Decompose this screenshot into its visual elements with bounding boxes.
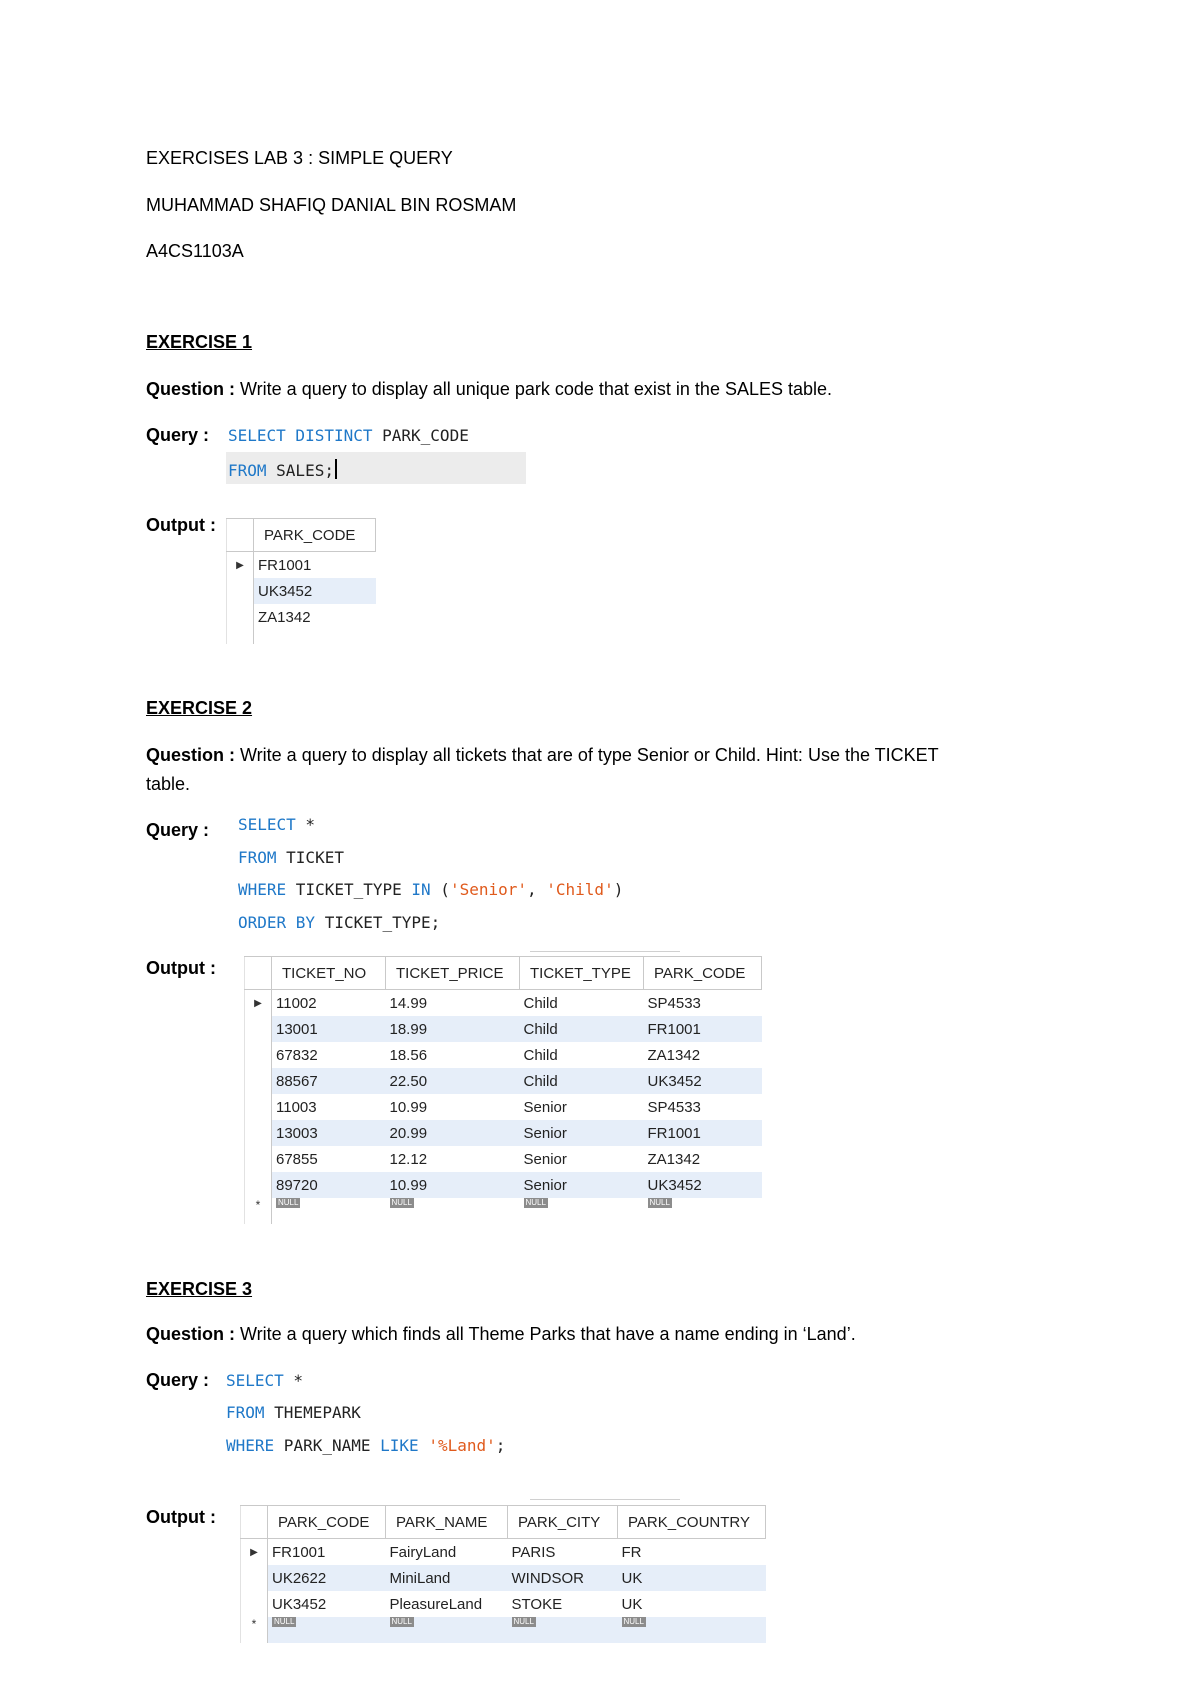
exercise-3-question: [146, 1324, 856, 1345]
exercise-2-result-grid: [244, 956, 762, 1224]
output-label: Output :: [146, 515, 216, 535]
column-header: PARK_CODE: [268, 1506, 386, 1539]
table-cell: Child: [520, 1068, 644, 1094]
null-badge: NULL: [623, 1617, 644, 1626]
exercise-1-question: [146, 379, 832, 400]
table-cell: FR1001: [644, 1016, 762, 1042]
exercise-1-result-grid: [226, 518, 376, 644]
question-label: Question :: [146, 379, 235, 399]
question-label: Question :: [146, 1324, 235, 1344]
query-label: Query :: [146, 1370, 210, 1390]
table-cell: 20.99: [386, 1120, 520, 1146]
question-text-continued: table.: [146, 774, 191, 794]
table-cell: 67832: [276, 1046, 318, 1064]
exercise-2-query-line-4: ORDER BY TICKET_TYPE;: [238, 913, 441, 932]
null-badge: NULL: [513, 1617, 534, 1626]
table-cell: FR1001: [258, 556, 312, 574]
table-row: [245, 1068, 762, 1094]
question-label: Question :: [146, 745, 235, 765]
exercise-2-query-line-3: WHERE TICKET_TYPE IN ('Senior', 'Child'): [238, 880, 624, 899]
table-cell: SP4533: [647, 994, 701, 1012]
table-cell: Child: [523, 1046, 558, 1064]
null-badge: NULL: [274, 1617, 295, 1626]
table-cell: WINDSOR: [508, 1565, 618, 1591]
table-cell: PARIS: [511, 1543, 556, 1561]
new-row: [245, 1198, 762, 1224]
exercise-3-title: EXERCISE 3: [146, 1279, 253, 1299]
student-name: MUHAMMAD SHAFIQ DANIAL BIN ROSMAM: [146, 195, 517, 215]
column-header: TICKET_NO: [272, 957, 386, 990]
column-header: PARK_COUNTRY: [618, 1506, 766, 1539]
table-cell: 11002: [276, 994, 317, 1012]
table-row: [245, 990, 762, 1017]
table-cell: Senior: [523, 1150, 567, 1168]
column-header: PARK_CODE: [644, 957, 762, 990]
table-row: [241, 1591, 766, 1617]
table-cell: Child: [523, 994, 558, 1012]
document-title: EXERCISES LAB 3 : SIMPLE QUERY: [146, 148, 453, 168]
table-row: [245, 1016, 762, 1042]
table-cell: ZA1342: [647, 1150, 701, 1168]
exercise-2-title: EXERCISE 2: [146, 698, 253, 718]
table-cell: 10.99: [389, 1098, 428, 1116]
table-cell: UK3452: [644, 1172, 762, 1198]
exercise-1-query-line-2: FROM SALES;: [228, 459, 337, 480]
exercise-3-query-line-1: SELECT *: [226, 1371, 304, 1390]
null-badge: NULL: [391, 1617, 412, 1626]
table-cell: 14.99: [389, 994, 428, 1012]
table-cell: Senior: [523, 1098, 567, 1116]
exercise-3-result-grid: [240, 1505, 766, 1643]
null-badge: NULL: [649, 1198, 670, 1207]
table-cell: FR: [621, 1543, 642, 1561]
new-row-asterisk-icon: *: [241, 1617, 268, 1643]
table-cell: MiniLand: [386, 1565, 508, 1591]
column-header: PARK_NAME: [386, 1506, 508, 1539]
table-cell: UK3452: [644, 1068, 762, 1094]
table-cell: SP4533: [647, 1098, 701, 1116]
table-row: [245, 1120, 762, 1146]
text-cursor: [335, 459, 337, 479]
query-label: Query :: [146, 425, 210, 445]
table-cell: Senior: [520, 1120, 644, 1146]
table-cell: 13001: [272, 1016, 386, 1042]
row-indicator-header: [227, 519, 254, 552]
exercise-2-query-line-2: FROM TICKET: [238, 848, 344, 867]
table-row: [245, 1172, 762, 1198]
table-row: [241, 1565, 766, 1591]
table-cell: FR1001: [272, 1543, 326, 1561]
current-row-arrow-icon: ▶: [241, 1539, 268, 1566]
current-row-arrow-icon: ▶: [245, 990, 272, 1017]
table-cell: ZA1342: [258, 608, 311, 626]
table-row: [241, 1539, 766, 1566]
table-cell: 11003: [276, 1098, 317, 1116]
exercise-2-question: [146, 745, 939, 766]
table-cell: 12.12: [389, 1150, 428, 1168]
question-text: Write a query to display all tickets that are of type Senior or Child. Hint: Use the TICKET: [240, 745, 939, 765]
output-label: Output :: [146, 958, 216, 978]
table-cell: ZA1342: [647, 1046, 701, 1064]
null-badge: NULL: [391, 1198, 412, 1207]
table-cell: PleasureLand: [389, 1595, 483, 1613]
new-row: [241, 1617, 766, 1643]
table-cell: FairyLand: [389, 1543, 457, 1561]
table-cell: Child: [520, 1016, 644, 1042]
table-row: [245, 1146, 762, 1172]
table-cell: 67855: [276, 1150, 318, 1168]
table-cell: 18.99: [386, 1016, 520, 1042]
table-cell: UK3452: [254, 578, 376, 604]
null-badge: NULL: [525, 1198, 546, 1207]
table-cell: 18.56: [389, 1046, 428, 1064]
table-cell: UK: [621, 1595, 643, 1613]
table-cell: 89720: [272, 1172, 386, 1198]
table-cell: 10.99: [386, 1172, 520, 1198]
table-cell: UK2622: [268, 1565, 386, 1591]
column-header: TICKET_PRICE: [386, 957, 520, 990]
table-cell: FR1001: [644, 1120, 762, 1146]
output-label: Output :: [146, 1507, 216, 1527]
column-header: PARK_CITY: [508, 1506, 618, 1539]
new-row-asterisk-icon: *: [245, 1198, 272, 1224]
question-text: Write a query to display all unique park code that exist in the SALES table.: [240, 379, 833, 399]
table-cell: UK: [618, 1565, 766, 1591]
null-badge: NULL: [278, 1198, 299, 1207]
class-code: A4CS1103A: [146, 241, 244, 261]
table-cell: 13003: [272, 1120, 386, 1146]
exercise-1-title: EXERCISE 1: [146, 332, 253, 352]
table-cell: 88567: [272, 1068, 386, 1094]
column-header: PARK_CODE: [254, 519, 376, 552]
exercise-3-query-line-3: WHERE PARK_NAME LIKE '%Land';: [226, 1436, 506, 1455]
table-cell: STOKE: [511, 1595, 563, 1613]
column-header: TICKET_TYPE: [520, 957, 644, 990]
exercise-1-query-line-1: SELECT DISTINCT PARK_CODE: [228, 426, 469, 445]
exercise-2-query-line-1: SELECT *: [238, 815, 316, 834]
exercise-3-query-line-2: FROM THEMEPARK: [226, 1403, 361, 1422]
table-cell: UK3452: [272, 1595, 327, 1613]
query-label: Query :: [146, 820, 210, 840]
current-row-arrow-icon: ▶: [227, 552, 254, 579]
question-text: Write a query which finds all Theme Parks that have a name ending in ‘Land’.: [240, 1324, 856, 1344]
table-cell: 22.50: [386, 1068, 520, 1094]
table-row: [245, 1094, 762, 1120]
table-row: [245, 1042, 762, 1068]
table-cell: Senior: [520, 1172, 644, 1198]
